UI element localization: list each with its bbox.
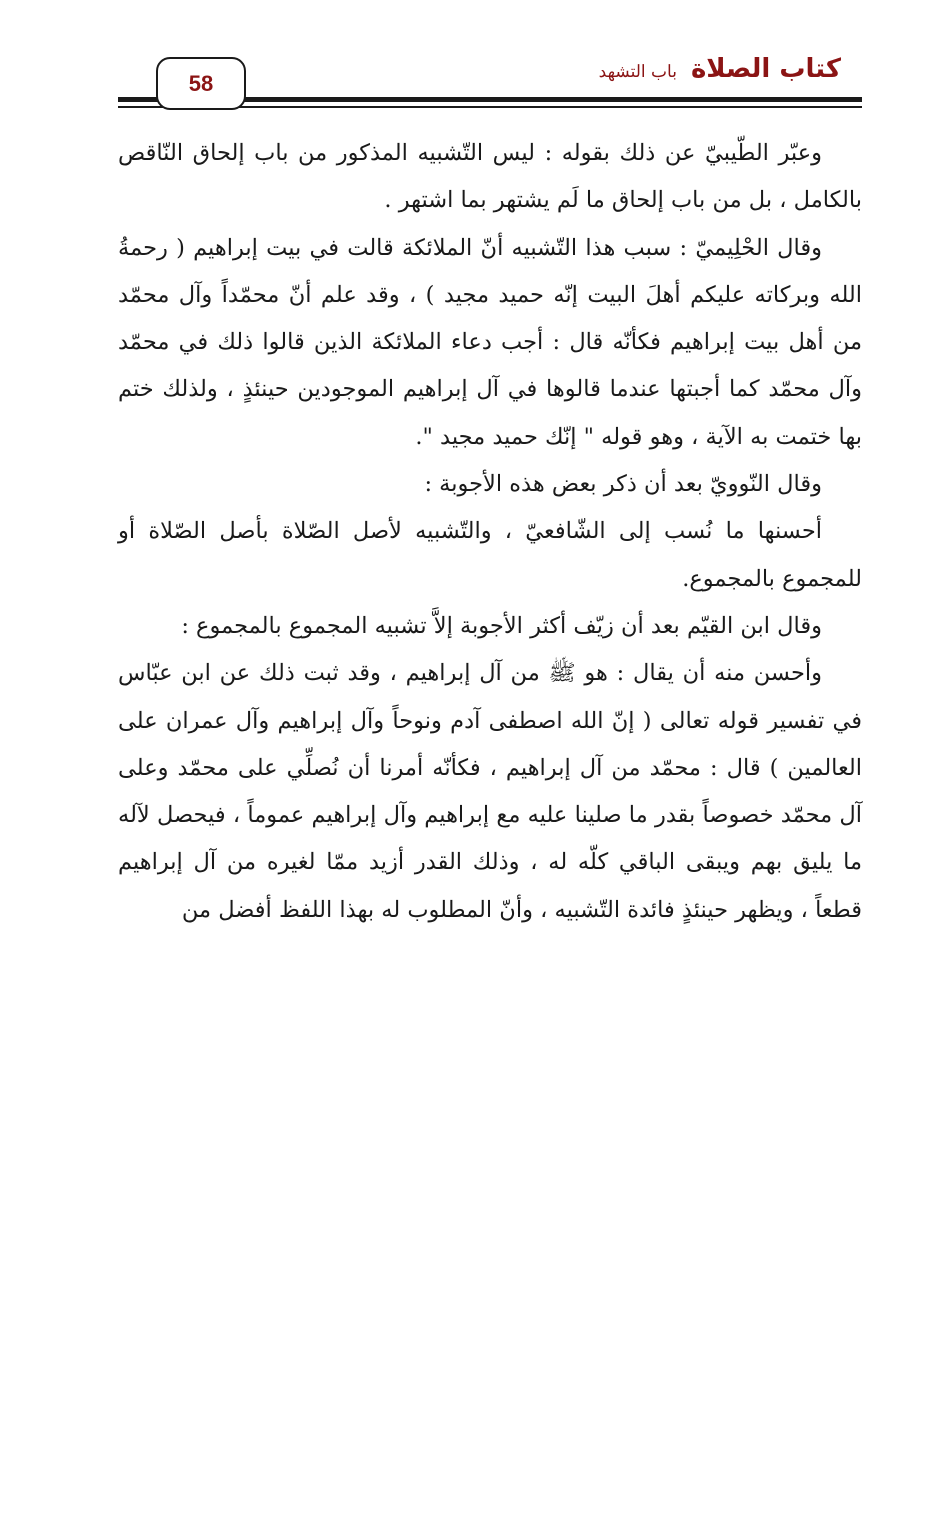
page-number: 58 — [188, 70, 214, 96]
paragraph-tibi: وعبّر الطّيبيّ عن ذلك بقوله : ليس التّشبيه المذكور من باب إلحاق النّاقص بالكامل ، بل من باب إلحاق ما لَم يشتهر بما اشتهر . — [118, 140, 862, 214]
running-head — [599, 54, 841, 84]
paragraph-halimi: وقال الحْلِيميّ : سبب هذا التّشبيه أنّ الملائكة قالت في بيت إبراهيم ( رحمةُ الله وبركاته عليكم أهلَ البيت إنّه حميد مجيد ) ، وقد علم أنّ محمّداً وآل محمّد من أهل بيت إبراهيم فكأنّه قال : أجب دعاء الملائكة الذين قالوا ذلك في محمّد وآل محمّد كما أجبتها عندما قالوها في آل إبراهيم الموجودين حينئذٍ ، ولذلك ختم بها ختمت به الآية ، وهو قوله " إنّك حميد مجيد ". — [118, 234, 862, 450]
page-header — [0, 0, 945, 120]
paragraph-ibn-qayyim-answer: وأحسن منه أن يقال : هو ﷺ من آل إبراهيم ، وقد ثبت ذلك عن ابن عبّاس في تفسير قوله تعالى ( إنّ الله اصطفى آدم ونوحاً وآل إبراهيم وآل عمران على العالمين ) قال : محمّد من آل إبراهيم ، فكأنّه أمرنا أن نُصلِّي على محمّد وعلى آل محمّد خصوصاً بقدر ما صلينا عليه مع إبراهيم وآل إبراهيم عموماً ، فيحصل لآله ما يليق بهم ويبقى الباقي كلّه له ، وذلك القدر أزيد ممّا لغيره من آل إبراهيم قطعاً ، ويظهر حينئذٍ فائدة التّشبيه ، وأنّ المطلوب له بهذا اللفظ أفضل من — [118, 660, 862, 923]
paragraph-nawawi-intro: وقال النّوويّ بعد أن ذكر بعض هذه الأجوبة : — [424, 471, 822, 498]
paragraph-ibn-qayyim-intro: وقال ابن القيّم بعد أن زيّف أكثر الأجوبة إلاَّ تشبيه المجموع بالمجموع : — [181, 612, 822, 639]
chapter-title: باب التشهد — [598, 62, 677, 82]
paragraph-nawawi-answer: أحسنها ما نُسب إلى الشّافعيّ ، والتّشبيه لأصل الصّلاة بأصل الصّلاة أو للمجموع بالمجموع. — [118, 518, 862, 592]
text-body — [118, 130, 862, 934]
page-number-box — [156, 57, 246, 110]
book-title: كتاب الصلاة — [690, 54, 841, 84]
